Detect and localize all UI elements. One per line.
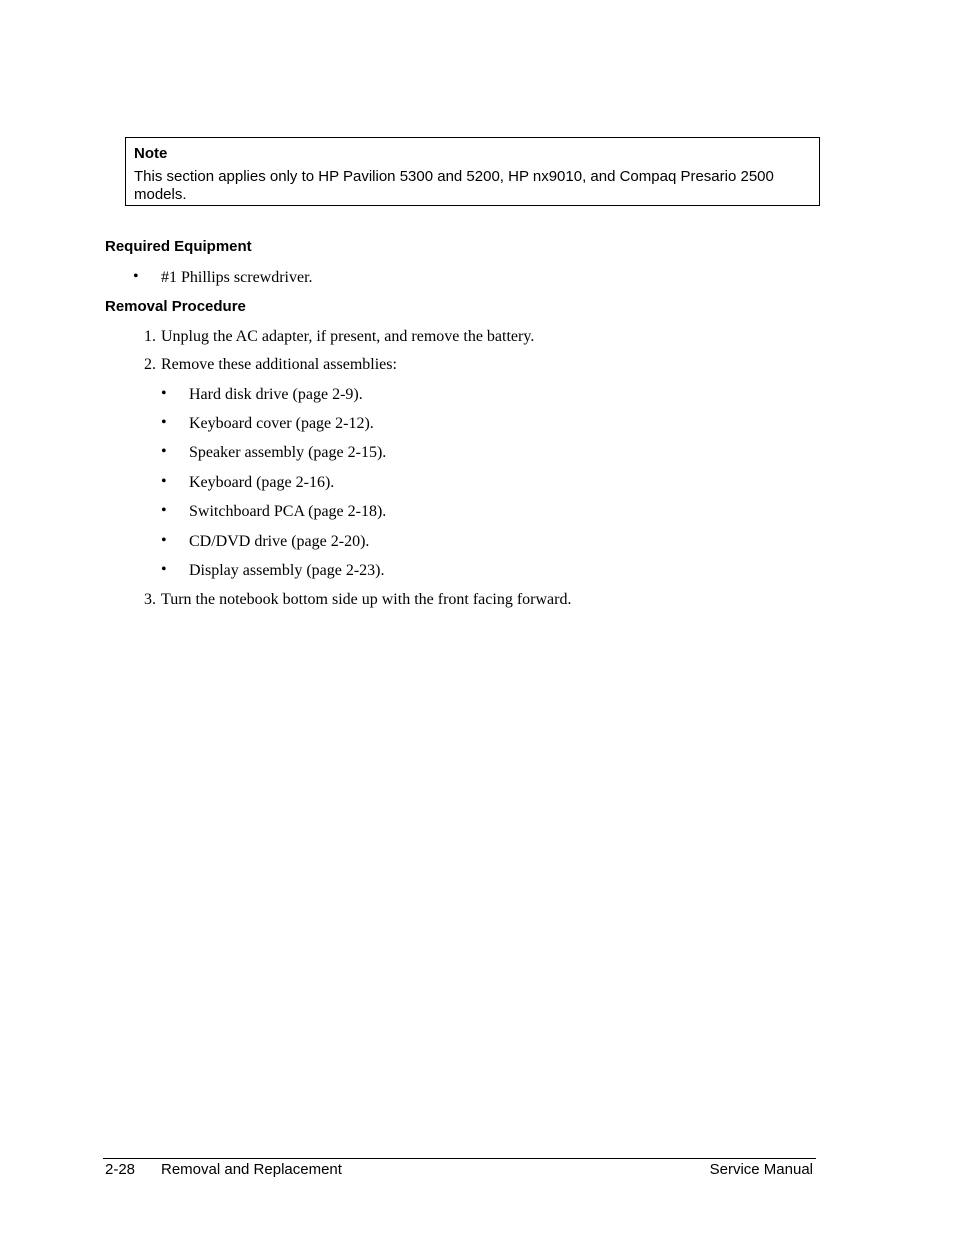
footer-page-number: 2-28 — [105, 1161, 136, 1178]
step-number: 1. — [144, 328, 156, 345]
removal-procedure-heading: Removal Procedure — [105, 298, 246, 315]
assembly-item: Hard disk drive (page 2-9). — [189, 386, 363, 403]
step-text: Unplug the AC adapter, if present, and remove the battery. — [161, 328, 535, 345]
required-equipment-heading: Required Equipment — [105, 238, 252, 255]
equipment-item: #1 Phillips screwdriver. — [161, 269, 313, 286]
assembly-item: Display assembly (page 2-23). — [189, 562, 385, 579]
note-box — [125, 137, 820, 206]
step-text: Remove these additional assemblies: — [161, 356, 397, 373]
step-number: 3. — [144, 591, 156, 608]
bullet-icon: • — [161, 473, 167, 490]
bullet-icon: • — [133, 268, 139, 285]
bullet-icon: • — [161, 385, 167, 402]
footer-rule — [103, 1158, 816, 1159]
step-number: 2. — [144, 356, 156, 373]
footer-manual-title: Service Manual — [709, 1161, 813, 1178]
bullet-icon: • — [161, 502, 167, 519]
assembly-item: Keyboard cover (page 2-12). — [189, 415, 374, 432]
bullet-icon: • — [161, 561, 167, 578]
step-text: Turn the notebook bottom side up with the front facing forward. — [161, 591, 572, 608]
note-text: This section applies only to HP Pavilion 5300 and 5200, HP nx9010, and Compaq Presario 2500 models. — [134, 168, 774, 203]
assembly-item: Speaker assembly (page 2-15). — [189, 444, 387, 461]
note-title: Note — [134, 145, 168, 162]
assembly-item: Keyboard (page 2-16). — [189, 474, 335, 491]
assembly-item: CD/DVD drive (page 2-20). — [189, 533, 370, 550]
footer-section-title: Removal and Replacement — [161, 1161, 342, 1178]
bullet-icon: • — [161, 443, 167, 460]
bullet-icon: • — [161, 532, 167, 549]
assembly-item: Switchboard PCA (page 2-18). — [189, 503, 387, 520]
bullet-icon: • — [161, 414, 167, 431]
